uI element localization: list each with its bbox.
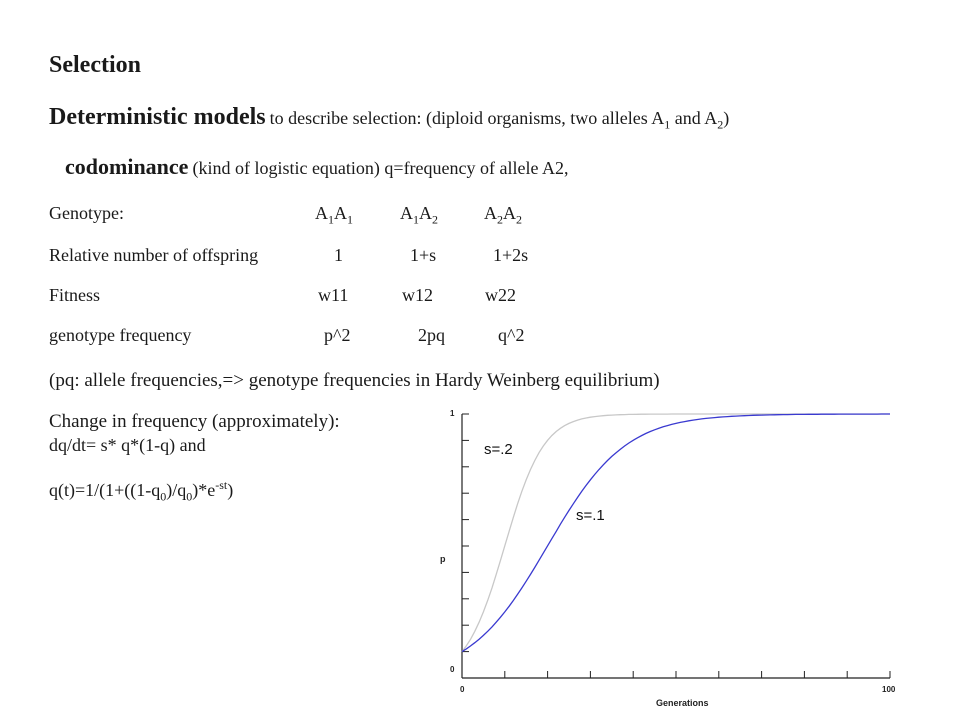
offspring-c1: 1 [334,245,343,265]
x-tick-label-1: 100 [882,685,896,694]
codominance-desc: (kind of logistic equation) q=frequency of allele A2, [192,158,569,178]
offspring-c3: 1+2s [493,245,529,265]
fitness-c1: w11 [318,285,349,305]
y-axis-label: p [440,554,446,564]
change-line-2: dq/dt= s* q*(1-q) and [49,435,206,455]
chart-ticks [462,414,890,678]
genotype-a2a2: $A_2A_2$ [484,203,522,227]
x-tick-label-0: 0 [460,685,465,694]
codominance-title: codominance [65,154,189,179]
models-line [49,104,729,131]
chart-axes [462,414,890,678]
offspring-c2: 1+s [410,245,437,265]
models-desc: to describe selection: (diploid organisms, two alleles $A_1$ and $A_2$) [269,108,730,132]
chart-curves [462,414,890,652]
row-genotype-label: Genotype: [49,203,124,223]
x-axis-label: Generations [656,698,709,708]
formula: $q(t)=1/(1+((1-q_0)/q_0)*e^{-st})$ [49,478,234,504]
row-fitness-label: Fitness [49,285,101,305]
models-title: Deterministic models [49,104,266,130]
row-offspring-label: Relative number of offspring [49,245,259,265]
series-label-s01: s=.1 [576,507,605,524]
allele-frequency-chart [440,400,920,710]
y-tick-label-0: 0 [450,665,455,674]
page-title: Selection [49,52,141,78]
genotype-a1a1: $A_1A_1$ [315,203,353,227]
genofreq-c1: p^2 [324,325,351,345]
fitness-c3: w22 [485,285,516,305]
fitness-c2: w12 [402,285,433,305]
row-genofreq-label: genotype frequency [49,325,192,345]
codominance-line [65,154,569,180]
genotype-a1a2: $A_1A_2$ [400,203,438,227]
y-tick-label-1: 1 [450,409,455,418]
series-label-s02: s=.2 [484,441,513,458]
series-line-1 [462,414,890,652]
series-line-0 [462,414,890,652]
hw-note: (pq: allele frequencies,=> genotype frequencies in Hardy Weinberg equilibrium) [49,370,660,391]
change-line-1: Change in frequency (approximately): [49,411,340,432]
genofreq-c2: 2pq [418,325,445,345]
genofreq-c3: q^2 [498,325,525,345]
